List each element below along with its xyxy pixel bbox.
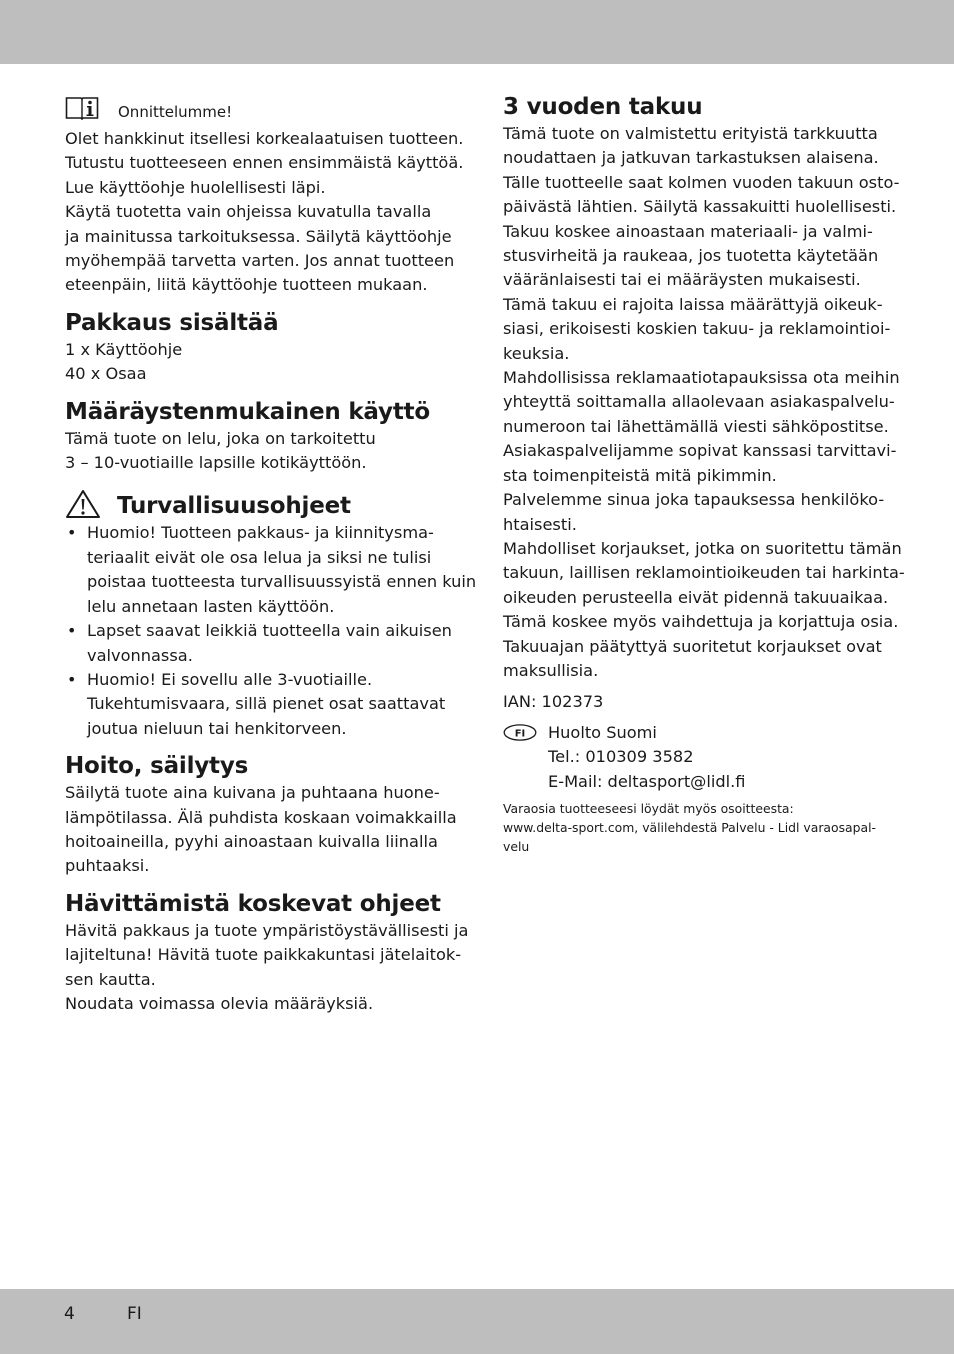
left-column (65, 92, 477, 1016)
country-badge-icon (503, 724, 537, 741)
intro-label: Onnittelumme! (118, 103, 233, 121)
intro-text: Olet hankkinut itsellesi korkealaatuisen tuotteen. Tutustu tuotteeseen ennen ensimmäistä käyttöä. Lue käyttöohje huolellisesti läpi. Käytä tuotetta vain ohjeissa kuvatulla tavalla ja mainitussa tarkoituksessa. Säilytä käyttöohje myöhempää tarvetta varten. Jos annat tuotteen eteenpäin, liitä käyttöohje tuotteen mukaan. (65, 129, 464, 295)
intended-use-text: Tämä tuote on lelu, joka on tarkoitettu 3 – 10-vuotiaille lapsille kotikäyttöön. (65, 428, 376, 473)
package-contents: 1 x Käyttöohje 40 x Osaa (65, 339, 183, 384)
list-item: • Lapset saavat leikkiä tuotteella vain aikuisen valvonnassa. (65, 619, 457, 668)
service-name: Huolto Suomi (548, 722, 657, 742)
language-code: FI (127, 1304, 142, 1324)
country-badge-label: FI (514, 728, 526, 740)
spare-parts-note: Varaosia tuotteeseesi löydät myös osoitteesta: www.delta-sport.com, välilehdestä Palvelu - Lidl varaosapal- velu (503, 800, 877, 854)
manual-info-icon (65, 96, 99, 120)
warranty-text: Tämä tuote on valmistettu erityistä tarkkuutta noudattaen ja jatkuvan tarkastuksen alaisena. Tälle tuotteelle saat kolmen vuoden takuun osto- päivästä lähtien. Säilytä kassakuitti huolellisesti. Takuu koskee ainoastaan materiaali- ja valmi- stusvirheitä ja raukeaa, jos tuotetta käytetään vääränlaisesti tai ei määräysten mukaisesti. Tämä takuu ei rajoita laissa määrättyjä oikeuk- siasi, erikoisesti koskien takuu- ja reklamointioi- keuksia. Mahdollisissa reklamaatiotapauksissa ota meihin yhteyttä soittamalla allaolevaan asiakaspalvelu- numeroon tai lähettämällä viesti sähköpostitse. Asiakaspalvelijamme sopivat kanssasi tarvittavi- sta toimenpiteistä mitä pikimmin. Palvelemme sinua joka tapauksessa henkilöko- htaisesti. Mahdolliset korjaukset, jotka on suoritettu tämän takuun, laillisen reklamointioikeuden tai harkinta- oikeuden perusteella eivät pidennä takuuaikaa. Tämä koskee myös vaihdettuja ja korjattuja osia. Takuuajan päätyttyä suoritetut korjaukset ovat maksullisia. (503, 124, 905, 680)
warranty-heading: 3 vuoden takuu (503, 94, 703, 120)
disposal-text: Hävitä pakkaus ja tuote ympäristöystävällisesti ja lajiteltuna! Hävitä tuote paikkakuntasi jätelaitok- sen kautta. Noudata voimassa olevia määräyksiä. (65, 920, 469, 1013)
header-bar (0, 0, 954, 64)
list-item: • Huomio! Tuotteen pakkaus- ja kiinnitysma- teriaalit eivät ole osa lelua ja siksi ne tulisi poistaa tuotteesta turvallisuussyistä ennen kuin lelu annetaan lasten käyttöön. (65, 521, 457, 619)
package-contents-heading: Pakkaus sisältää (65, 309, 279, 336)
service-phone: Tel.: 010309 3582 (548, 747, 694, 767)
safety-list (65, 521, 477, 741)
warning-icon (65, 489, 101, 519)
footer-bar (0, 1289, 954, 1354)
service-lines (548, 721, 745, 794)
care-heading: Hoito, säilytys (65, 753, 249, 780)
disposal-heading: Hävittämistä koskevat ohjeet (65, 890, 441, 917)
service-email: E-Mail: deltasport@lidl.fi (548, 771, 746, 791)
ian-number: IAN: 102373 (503, 692, 604, 712)
care-text: Säilytä tuote aina kuivana ja puhtaana huone- lämpötilassa. Älä puhdista koskaan voimakkailla hoitoaineilla, pyyhi ainoastaan kuivalla liinalla puhtaaksi. (65, 783, 457, 876)
intended-use-heading: Määräystenmukainen käyttö (65, 398, 431, 425)
page-number: 4 (64, 1304, 75, 1324)
right-column (503, 92, 905, 856)
service-contact (503, 721, 895, 797)
list-item: • Huomio! Ei sovellu alle 3-vuotiaille. Tukehtumisvaara, sillä pienet osat saattavat joutua nieluun tai henkitorveen. (65, 668, 457, 741)
intro-header (65, 92, 457, 121)
safety-heading: Turvallisuusohjeet (117, 493, 351, 520)
safety-header (65, 489, 457, 521)
